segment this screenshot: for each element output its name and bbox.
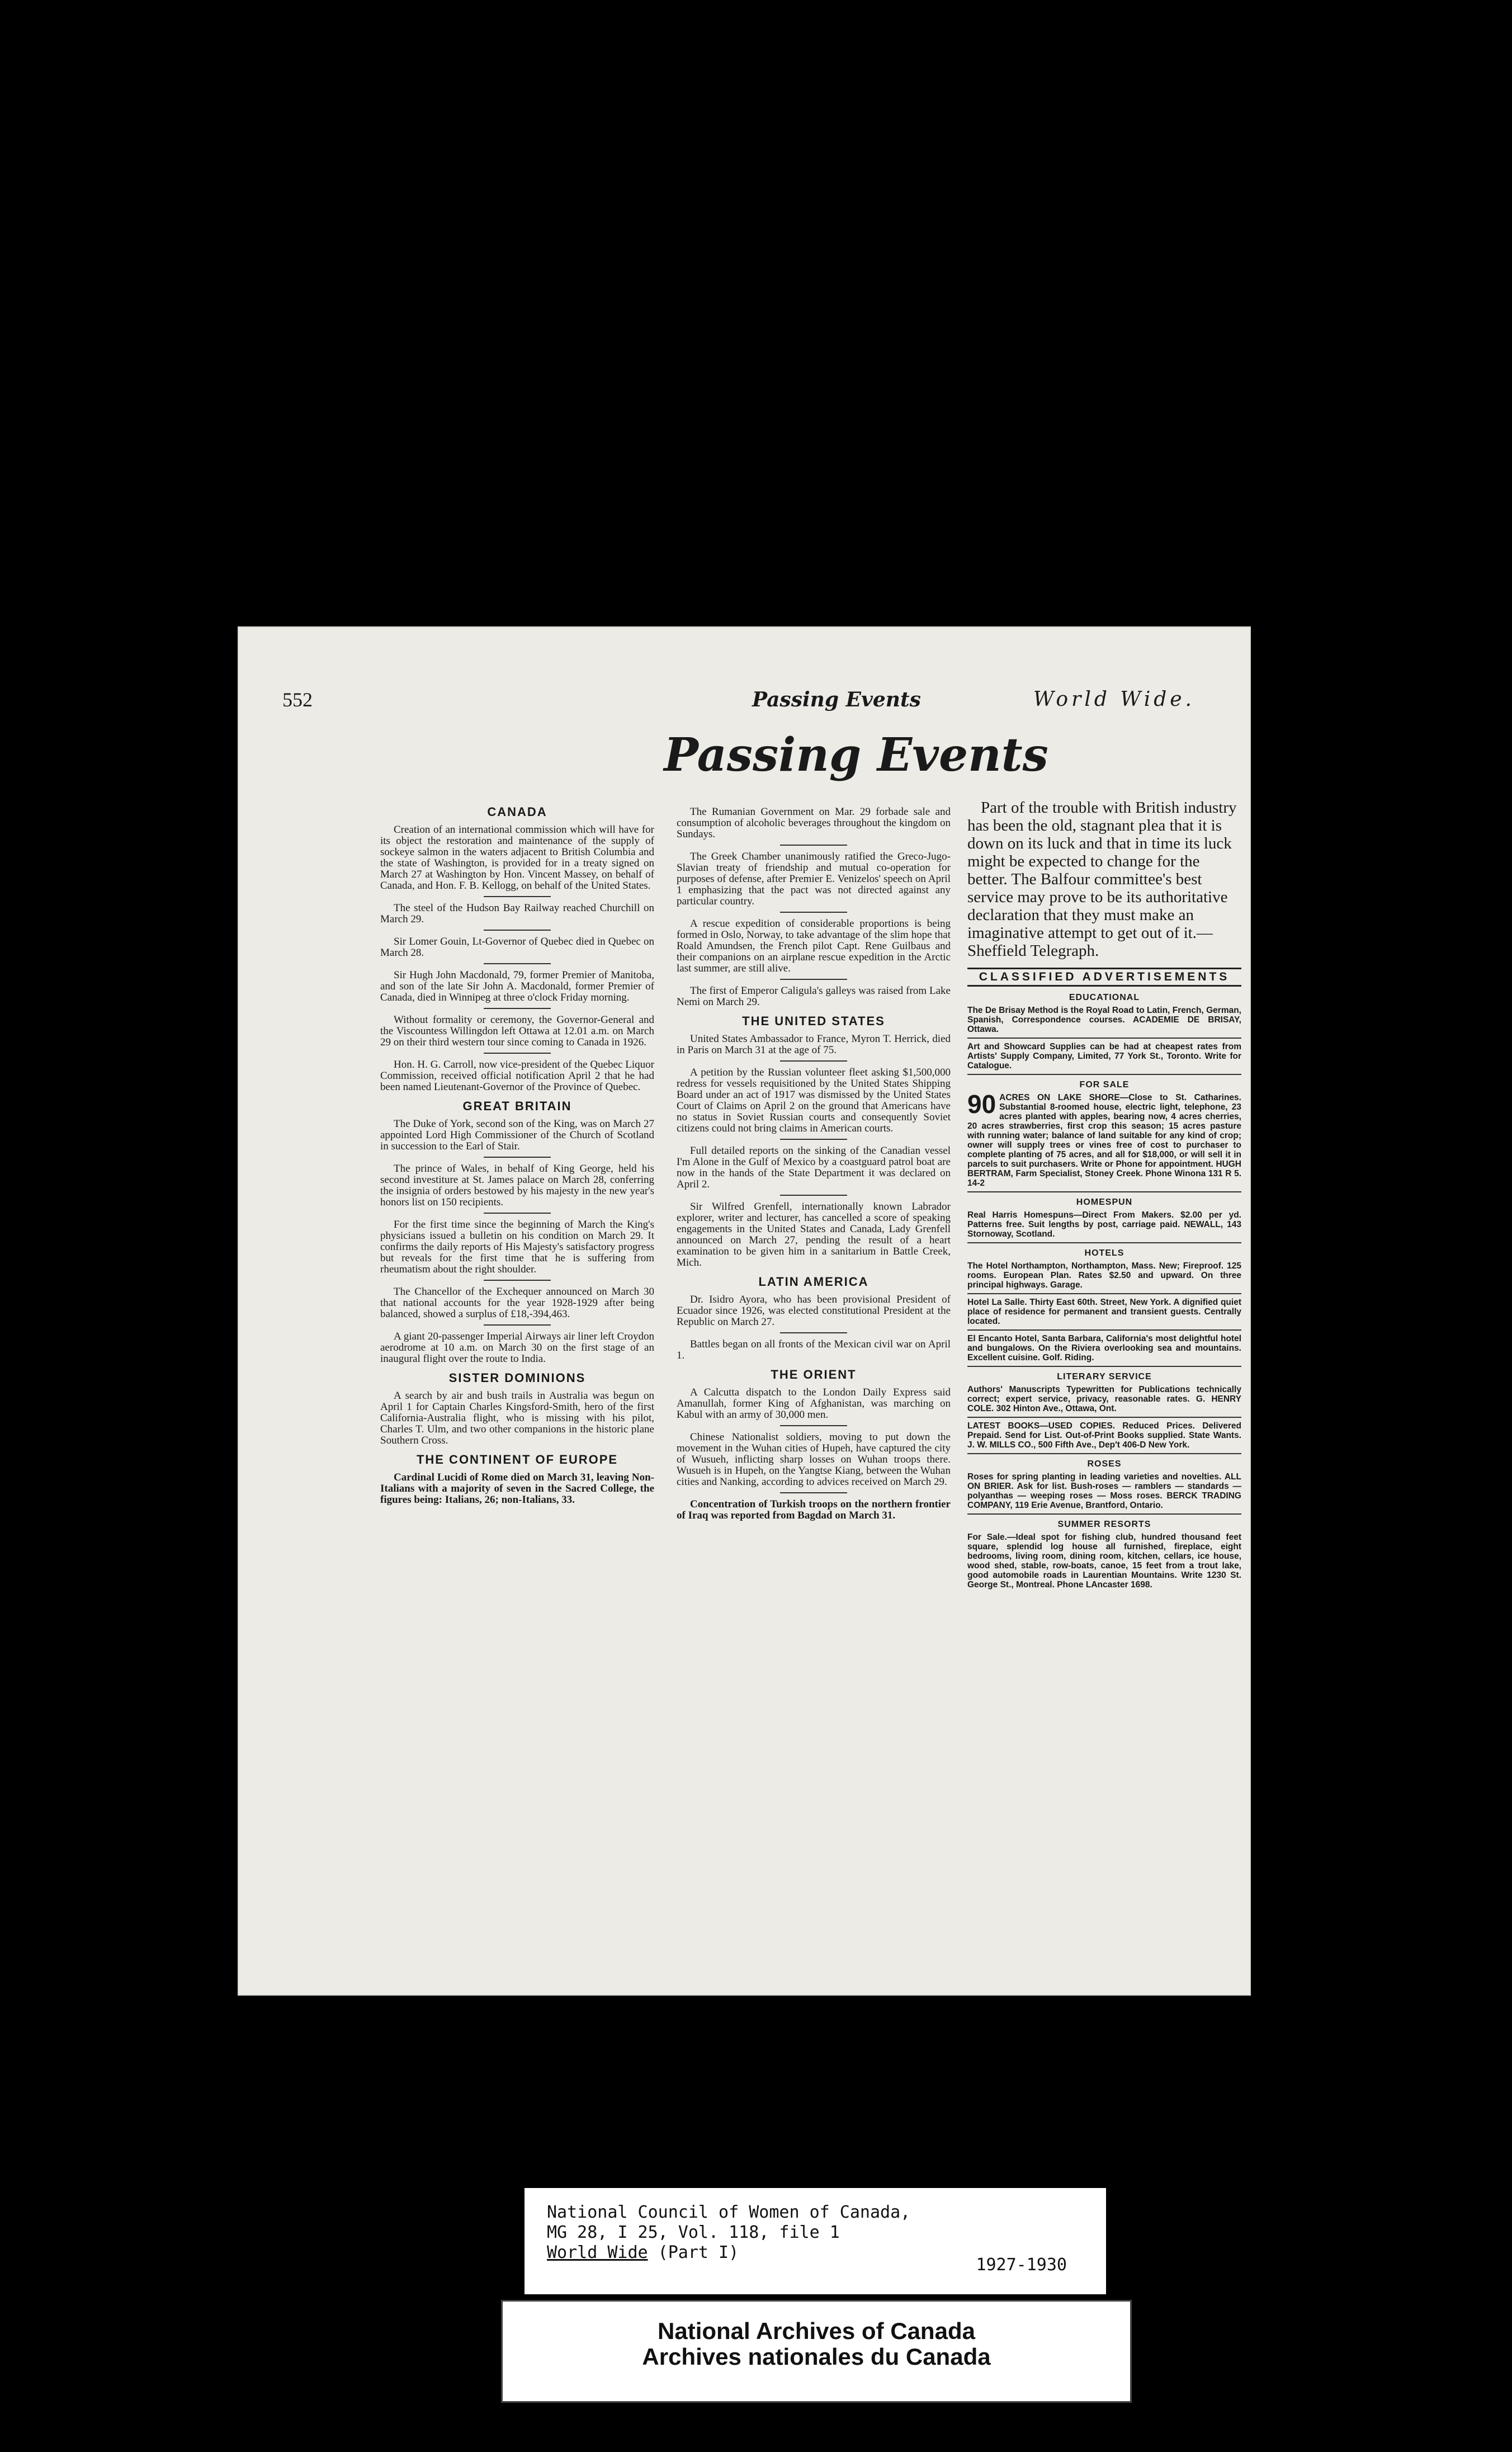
column-2	[677, 799, 951, 1526]
publication-name: World Wide.	[1033, 688, 1195, 711]
divider	[780, 845, 847, 846]
news-item: Chinese Nationalist soldiers, moving to put down the movement in the Wuhan cities of Hupeh, have captured the city of Wusueh, inflicting sharp losses on Wuhan troops there. Wusueh is in Hupeh, on the Yangtse Kiang, between the Wuhan cities and Nanking, according to advices received on March 29.	[677, 1431, 951, 1488]
divider	[967, 1191, 1241, 1192]
classified-ad: Real Harris Homespuns—Direct From Makers. $2.00 per yd. Patterns free. Suit lengths by post, carriage paid. NEWALL, 143 Stornoway, Scotland.	[967, 1210, 1241, 1239]
divider	[967, 1513, 1241, 1515]
news-item: Without formality or ceremony, the Governor-General and the Viscountess Willingdon left Ottawa at 12.01 a.m. on March 29 on their third western tour since coming to Canada in 1926.	[380, 1014, 654, 1048]
column-3	[967, 799, 1241, 1592]
divider	[780, 1425, 847, 1426]
section-head-sister-dominions: SISTER DOMINIONS	[448, 1371, 586, 1385]
news-item: Sir Lomer Gouin, Lt-Governor of Quebec died in Quebec on March 28.	[380, 936, 654, 959]
news-item: Hon. H. G. Carroll, now vice-president of the Quebec Liquor Commission, received official notification April 2 that he had been named Lieutenant-Governor of the Province of Quebec.	[380, 1059, 654, 1093]
classified-ad: Roses for spring planting in leading varieties and novelties. ALL ON BRIER. Ask for list. Bush-roses — ramblers — standards — polyanthas — weeping roses — Moss roses. BERCK TRADING COMPANY, 119 Erie Avenue, Brantford, Ontario.	[967, 1472, 1241, 1510]
scanned-page	[238, 626, 1251, 1996]
ad-category-hotels: HOTELS	[1084, 1248, 1124, 1258]
news-item: United States Ambassador to France, Myron T. Herrick, died in Paris on March 31 at the age of 75.	[677, 1033, 951, 1056]
news-item: Dr. Isidro Ayora, who has been provisional President of Ecuador since 1926, was elected constitutional President at the Republic on March 27.	[677, 1294, 951, 1328]
news-item: Concentration of Turkish troops on the northern frontier of Iraq was reported from Bagdad on March 31.	[677, 1498, 951, 1521]
divider	[967, 1293, 1241, 1294]
article-columns	[282, 799, 1241, 1889]
ad-category-roses: ROSES	[1087, 1459, 1122, 1469]
classified-ad: Authors' Manuscripts Typewritten for Publications technically correct; expert service, privacy, reasonable rates. G. HENRY COLE. 302 Hinton Ave., Ottawa, Ont.	[967, 1385, 1241, 1413]
news-item: The Rumanian Government on Mar. 29 forbade sale and consumption of alcoholic beverages throughout the kingdom on Sundays.	[677, 806, 951, 840]
ad-category-for-sale: FOR SALE	[1079, 1080, 1130, 1090]
divider	[484, 1213, 551, 1214]
news-item: Sir Wilfred Grenfell, internationally known Labrador explorer, writer and lecturer, has cancelled a score of speaking engagements in the United States and Canada, Lady Grenfell announced on March 27, pending the result of a heart examination to be given him in a sanitarium in Battle Creek, Mich.	[677, 1201, 951, 1269]
editorial-quote: Part of the trouble with British industry has been the old, stagnant plea that it is down on its luck and that in time its luck might be expected to change for the better. The Balfour committee's best service may prove to be its authoritative declaration that they must make an imaginative attempt to get out of it.—Sheffield Telegraph.	[967, 799, 1237, 960]
section-head-united-states: THE UNITED STATES	[742, 1014, 885, 1028]
news-item: For the first time since the beginning of March the King's physicians issued a bulletin on his condition on March 29. It confirms the daily reports of His Majesty's satisfactory progress but reveals for the first time that he is suffering from rheumatism about the right shoulder.	[380, 1219, 654, 1275]
news-item: The steel of the Hudson Bay Railway reached Churchill on March 29.	[380, 902, 654, 925]
ad-category-literary-service: LITERARY SERVICE	[1057, 1372, 1152, 1381]
section-head-latin-america: LATIN AMERICA	[758, 1275, 869, 1289]
divider	[780, 1492, 847, 1493]
section-head-continent-of-europe: THE CONTINENT OF EUROPE	[416, 1453, 618, 1467]
divider	[484, 1008, 551, 1009]
news-item: A petition by the Russian volunteer fleet asking $1,500,000 redress for vessels requisitioned by the United States Shipping Board under an act of 1917 was dismissed by the United States Court of Claims on April 2 on the ground that Americans have no status in Soviet Russian courts and consequently Soviet citizens could not bring claims in American courts.	[677, 1067, 951, 1134]
divider	[967, 1366, 1241, 1367]
divider	[780, 1332, 847, 1333]
divider	[780, 1139, 847, 1140]
label-part: (Part I)	[648, 2243, 739, 2262]
classified-ad: LATEST BOOKS—USED COPIES. Reduced Prices. Delivered Prepaid. Send for List. Out-of-Print Books supplied. State Wants. J. W. MILLS CO., 500 Fifth Ave., Dep't 406-D New York.	[967, 1421, 1241, 1450]
label-underlined-title: World Wide	[547, 2243, 648, 2262]
divider	[780, 1060, 847, 1062]
stamp-line-english: National Archives of Canada	[658, 2318, 975, 2344]
ad-category-educational: EDUCATIONAL	[1069, 993, 1140, 1002]
archive-reference-label	[525, 2188, 1106, 2294]
label-line: National Council of Women of Canada,	[547, 2203, 911, 2222]
column-1	[380, 799, 654, 1510]
classified-ad: Art and Showcard Supplies can be had at cheapest rates from Artists' Supply Company, Limited, 77 York St., Toronto. Write for Catalogue.	[967, 1042, 1241, 1071]
running-title: Passing Events	[752, 688, 921, 711]
divider	[484, 1157, 551, 1158]
classified-ad: The Hotel Northampton, Northampton, Mass. New; Fireproof. 125 rooms. European Plan. Rates $2.50 and upward. On three principal highways. Garage.	[967, 1261, 1241, 1290]
label-years: 1927-1930	[976, 2255, 1067, 2275]
divider	[967, 1074, 1241, 1075]
news-item: A rescue expedition of considerable proportions is being formed in Oslo, Norway, to take advantage of the slim hope that Roald Amundsen, the French pilot Capt. Rene Guilbaus and their companions on an airplane rescue expedition in the Arctic last summer, are still alive.	[677, 918, 951, 974]
section-head-great-britain: GREAT BRITAIN	[462, 1099, 572, 1113]
divider	[484, 963, 551, 964]
news-item: A search by air and bush trails in Australia was begun on April 1 for Captain Charles Kingsford-Smith, hero of the first California-Australia flight, who is missing with his pilot, Charles T. Ulm, and two other companions in the historic plane Southern Cross.	[380, 1390, 654, 1446]
divider	[967, 1329, 1241, 1331]
classified-ad: El Encanto Hotel, Santa Barbara, California's most delightful hotel and bungalows. On the Riviera overlooking sea and mountains. Excellent cuisine. Golf. Riding.	[967, 1334, 1241, 1362]
classified-header: CLASSIFIED ADVERTISEMENTS	[967, 968, 1241, 987]
page-number: 552	[282, 689, 313, 711]
news-item: The first of Emperor Caligula's galleys was raised from Lake Nemi on March 29.	[677, 985, 951, 1008]
news-item: Full detailed reports on the sinking of the Canadian vessel I'm Alone in the Gulf of Mexico by a coastguard patrol boat are now in the hands of the State Department it was declared on April 2.	[677, 1145, 951, 1190]
classified-ad: Hotel La Salle. Thirty East 60th. Street, New York. A dignified quiet place of residence for permanent and transient guests. Centrally located.	[967, 1298, 1241, 1326]
divider	[780, 912, 847, 913]
classified-ad: The De Brisay Method is the Royal Road to Latin, French, German, Spanish, Correspondence courses. ACADEMIE DE BRISAY, Ottawa.	[967, 1006, 1241, 1034]
divider	[484, 896, 551, 897]
divider	[780, 979, 847, 980]
news-item: A Calcutta dispatch to the London Daily Express said Amanullah, former King of Afghanistan, was marching on Kabul with an army of 30,000 men.	[677, 1387, 951, 1421]
ad-lead-number: 90	[967, 1090, 996, 1119]
divider	[967, 1453, 1241, 1454]
divider	[484, 1324, 551, 1326]
section-head-canada: CANADA	[487, 805, 547, 819]
news-item: Creation of an international commission which will have for its object the restoration and maintenance of the supply of sockeye salmon in the waters adjacent to British Columbia and the state of Washington, is provided for in a treaty signed on March 27 at Washington by Hon. Vincent Massey, on behalf of Canada, and Hon. F. B. Kellogg, on behalf of the United States.	[380, 824, 654, 892]
news-item: The Duke of York, second son of the King, was on March 27 appointed Lord High Commissioner of the Church of Scotland in succession to the Earl of Stair.	[380, 1118, 654, 1152]
news-item: Sir Hugh John Macdonald, 79, former Premier of Manitoba, and son of the late Sir John A. Macdonald, former Premier of Canada, died in Winnipeg at three o'clock Friday morning.	[380, 969, 654, 1003]
news-item: The Chancellor of the Exchequer announced on March 30 that national accounts for the year 1928-1929 after being balanced, showed a surplus of £18,-394,463.	[380, 1286, 654, 1320]
masthead-title: Passing Events	[664, 728, 1048, 782]
divider	[780, 1195, 847, 1196]
stamp-line-french: Archives nationales du Canada	[642, 2343, 991, 2370]
label-line: MG 28, I 25, Vol. 118, file 1	[547, 2223, 840, 2242]
classified-ad: For Sale.—Ideal spot for fishing club, hundred thousand feet square, splendid log house all furnished, fireplace, eight bedrooms, living room, dining room, kitchen, cellars, ice house, wood shed, stable, row-boats, canoe, 15 feet from a trout lake, good automobile roads in Laurentian Mountains. Write 1230 St. George St., Montreal. Phone LAncaster 1698.	[967, 1532, 1241, 1590]
running-head	[282, 688, 1217, 722]
ad-category-summer-resorts: SUMMER RESORTS	[1057, 1520, 1151, 1529]
divider	[967, 1242, 1241, 1243]
news-item: The Greek Chamber unanimously ratified the Greco-Jugo-Slavian treaty of friendship and mutual co-operation for purposes of defense, after Premier E. Venizelos' speech on April 1 emphasizing that the pact was not directed against any particular country.	[677, 851, 951, 907]
divider	[484, 930, 551, 931]
news-item: Cardinal Lucidi of Rome died on March 31, leaving Non-Italians with a majority of seven in the Sacred College, the figures being: Italians, 26; non-Italians, 33.	[380, 1472, 654, 1506]
ad-text: ACRES ON LAKE SHORE—Close to St. Catharines. Substantial 8-roomed house, electric light, telephone, 23 acres planted with apples, bearing now, 4 acres cherries, 20 acres strawberries, first crop this season; 15 acres pasture with running water; balance of land suitable for any kind of crop; owner will supply trees or vines free of cost to purchaser to complete planting of 75 acres, and all for $18,000, or will sell it in parcels to suit purchasers. Write or Phone for appointment. HUGH BERTRAM, Farm Specialist, Stoney Creek. Phone Winona 131 R 5. 14-2	[967, 1093, 1241, 1188]
ad-category-homespun: HOMESPUN	[1076, 1197, 1133, 1207]
divider	[967, 1038, 1241, 1039]
divider	[484, 1280, 551, 1281]
divider	[484, 1053, 551, 1054]
classified-ad	[967, 1090, 1241, 1188]
news-item: The prince of Wales, in behalf of King George, held his second investiture at St. James palace on March 28, conferring the insignia of orders bestowed by his majesty in the new year's honors list on 150 recipients.	[380, 1163, 654, 1208]
divider	[967, 1417, 1241, 1418]
news-item: A giant 20-passenger Imperial Airways air liner left Croydon aerodrome at 10 a.m. on March 30 on the first stage of an inaugural flight over the route to India.	[380, 1331, 654, 1365]
news-item: Battles began on all fronts of the Mexican civil war on April 1.	[677, 1338, 951, 1361]
archive-stamp	[501, 2300, 1132, 2403]
section-head-the-orient: THE ORIENT	[771, 1368, 857, 1381]
